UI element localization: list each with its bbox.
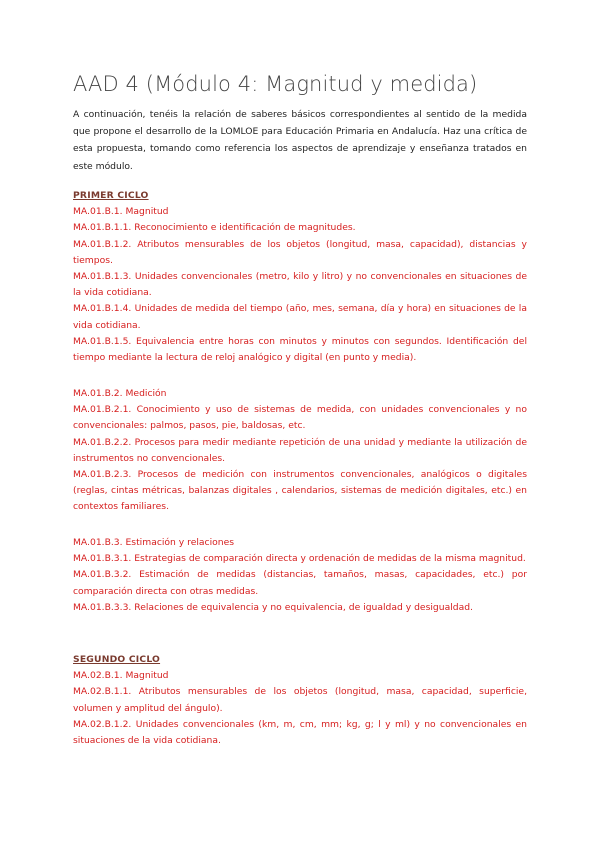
page-title: AAD 4 (Módulo 4: Magnitud y medida) (73, 72, 478, 96)
list-item: MA.02.B.1.1. Atributos mensurables de los objetos (longitud, masa, capacidad, superficie, volumen y amplitud del ángulo). (73, 686, 527, 714)
block-header-02-b1: MA.02.B.1. Magnitud (73, 670, 169, 682)
list-item: MA.01.B.1.5. Equivalencia entre horas con minutos y minutos con segundos. Identificación del tiempo mediante la lectura de reloj analógico y digital (en punto y media). (73, 335, 527, 364)
block-header-b2: MA.01.B.2. Medición (73, 388, 167, 399)
segundo-ciclo-section (73, 652, 527, 749)
list-item: MA.02.B.1.2. Unidades convencionales (km, m, cm, mm; kg, g; l y ml) y no convencionales en situaciones de la vida cotidiana. (73, 718, 527, 747)
list-item: MA.01.B.1.2. Atributos mensurables de los objetos (longitud, masa, capacidad), distancias y tiempos. (73, 238, 527, 266)
list-item: MA.01.B.3.3. Relaciones de equivalencia y no equivalencia, de igualdad y desigualdad. (73, 601, 473, 613)
list-item: MA.01.B.2.1. Conocimiento y uso de sistemas de medida, con unidades convencionales y no convencionales: palmos, pasos, pie, baldosas, etc. (73, 404, 527, 432)
block-header-b1: MA.01.B.1. Magnitud (73, 206, 169, 218)
intro-paragraph: A continuación, tenéis la relación de saberes básicos correspondientes al sentido de la medida que propone el desarrollo de la LOMLOE para Educación Primaria en Andalucía. Haz una crítica de esta propuesta, tomando como referencia los aspectos de aprendizaje y enseñanza tratados en este módulo. (73, 109, 527, 172)
primer-ciclo-section (73, 188, 527, 366)
segundo-ciclo-heading: SEGUNDO CICLO (73, 654, 161, 665)
primer-ciclo-heading: PRIMER CICLO (73, 190, 149, 201)
list-item: MA.01.B.1.4. Unidades de medida del tiempo (año, mes, semana, día y hora) en situaciones de la vida cotidiana. (73, 303, 527, 331)
list-item: MA.01.B.1.3. Unidades convencionales (metro, kilo y litro) y no convencionales en situaciones de la vida cotidiana. (73, 271, 527, 299)
list-item: MA.01.B.3.1. Estrategias de comparación directa y ordenación de medidas de la misma magnitud. (73, 553, 526, 565)
list-item: MA.01.B.3.2. Estimación de medidas (distancias, tamaños, masas, capacidades, etc.) por comparación directa con otras medidas. (73, 569, 527, 597)
list-item: MA.01.B.1.1. Reconocimiento e identificación de magnitudes. (73, 222, 356, 234)
list-item: MA.01.B.2.3. Procesos de medición con instrumentos convencionales, analógicos o digitales (reglas, cintas métricas, balanzas digitales , calendarios, sistemas de medición digitales, etc.) en contextos familiares. (73, 469, 527, 513)
list-item: MA.01.B.2.2. Procesos para medir mediante repetición de una unidad y mediante la utilización de instrumentos no convencionales. (73, 436, 527, 464)
medicion-section (73, 386, 527, 516)
block-header-b3: MA.01.B.3. Estimación y relaciones (73, 537, 235, 548)
estimacion-section (73, 535, 527, 616)
